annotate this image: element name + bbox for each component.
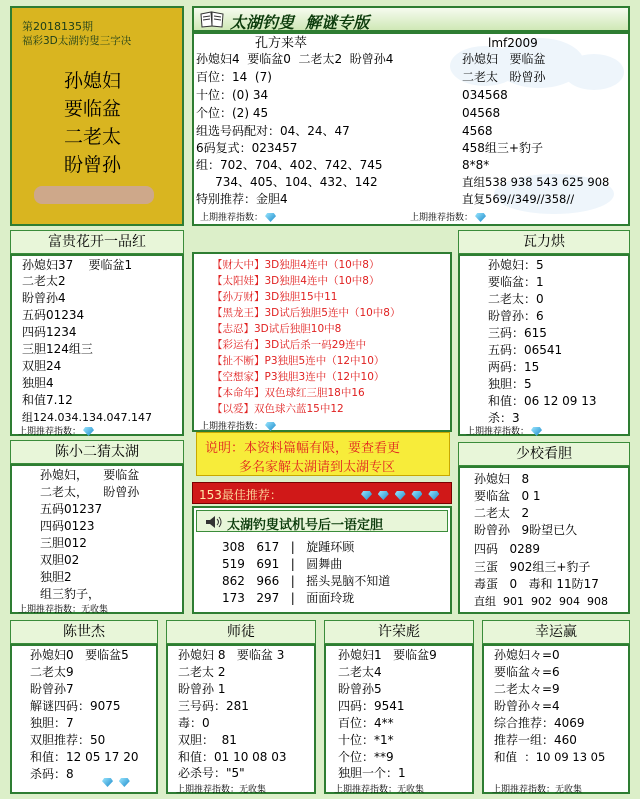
records-footer	[200, 419, 276, 432]
xurongbiao-line: 四码：9541	[338, 699, 405, 713]
fuguihua-line: 双胆24	[22, 359, 62, 373]
chenxiao-line: 独胆2	[40, 570, 72, 584]
diamond-icon	[475, 213, 486, 222]
riddle-line-1: 孙媳妇	[64, 70, 122, 92]
trial-num-a: 862	[222, 574, 245, 588]
chenshijie-line: 孙媳妇0 要临盆5	[30, 648, 129, 662]
trial-num-b: 691	[256, 557, 280, 571]
fuguihua-footer	[18, 424, 94, 437]
top-left-line: 十位：(0) 34	[196, 88, 269, 102]
trial-num-b: 617	[256, 540, 280, 554]
record-name: 【黑龙王】	[212, 307, 265, 319]
blurred-watermark	[34, 186, 154, 204]
chenshijie-line: 独胆：7	[30, 716, 74, 730]
wali-line: 孙媳妇：5	[488, 258, 544, 272]
top-right-line: 二老太 盼曾孙	[462, 70, 546, 84]
trial-phrase: 圆舞曲	[306, 557, 343, 571]
record-name: 【财大中】	[212, 259, 265, 271]
record-text: 3D试后独胆10中8	[254, 323, 342, 335]
top-right-line: 直组538 938 543 625 908	[462, 175, 610, 189]
top-right-line: 直复569//349//358//	[462, 192, 575, 206]
record-text: 3D独胆4连中（10中8）	[264, 259, 380, 271]
diamond-icon	[428, 491, 439, 500]
xingyunying-header: 幸运赢	[482, 620, 630, 644]
footer-label: 上期推荐指数：	[410, 213, 474, 223]
trial-row: 308 617 | 旋踵环顾	[222, 540, 355, 554]
diamond-icon	[531, 427, 542, 436]
xurongbiao-header: 许荣彪	[324, 620, 474, 644]
shaoxiao-line: 三蛋 902组三+豹子	[474, 560, 591, 574]
chenxiao-line: 双胆02	[40, 553, 80, 567]
cloud-decoration	[564, 54, 624, 90]
xurongbiao-line: 百位：4**	[338, 716, 394, 730]
trial-num-a: 519	[222, 557, 245, 571]
xingyunying-footer: 上期推荐指数：无收集	[492, 785, 583, 795]
trial-row: 173 297 | 面面玲珑	[222, 591, 355, 605]
record-text: 3D试后杀一码29连中	[264, 339, 367, 351]
top-left-footer	[200, 210, 276, 223]
notice-line-1: 说明：本资料篇幅有限，要查看更	[205, 441, 401, 456]
chenshijie-header: 陈世杰	[10, 620, 158, 644]
trial-phrase: 面面玲珑	[306, 591, 355, 605]
shitu-line: 必杀号："5"	[178, 766, 245, 780]
diamond-icon	[378, 491, 389, 500]
diamond-icon	[395, 491, 406, 500]
shaoxiao-header: 少校看胆	[458, 442, 630, 466]
diamond-icon	[411, 491, 422, 500]
shitu-line: 三号码：281	[178, 699, 249, 713]
notice-box	[196, 432, 450, 476]
record-text: 3D试后独胆5连中（10中8）	[264, 307, 401, 319]
top-left-name: 孔方来萃	[255, 36, 308, 51]
fuguihua-line: 二老太2	[22, 274, 66, 288]
record-text: 双色球六蓝15中12	[254, 403, 344, 415]
fuguihua-line: 独胆4	[22, 376, 54, 390]
riddle-line-2: 要临盆	[64, 98, 122, 120]
wali-line: 独胆：5	[488, 377, 532, 391]
top-left-line: 组选号码配对：04、24、47	[196, 124, 350, 138]
xurongbiao-line: 孙媳妇1 要临盆9	[338, 648, 437, 662]
xurongbiao-line: 二老太4	[338, 665, 382, 679]
best-bar	[192, 482, 452, 504]
trial-num-b: 966	[256, 574, 280, 588]
footer-label: 上期推荐指数：	[200, 422, 264, 432]
notice-line-2: 多名家解太湖请到太湖专区	[239, 460, 396, 475]
trial-title: 太湖钓叟试机号后一语定胆	[227, 518, 384, 533]
trial-num-a: 308	[222, 540, 245, 554]
wali-line: 三码：615	[488, 326, 547, 340]
trial-phrase: 旋踵环顾	[306, 540, 355, 554]
gem-row	[359, 488, 439, 502]
record-item	[212, 322, 341, 336]
record-item	[212, 290, 338, 304]
speaker-icon	[205, 515, 223, 532]
record-name: 【扯不断】	[212, 355, 265, 367]
top-left-line: 特别推荐：金胆4	[196, 192, 288, 206]
trial-row: 519 691 | 圆舞曲	[222, 557, 343, 571]
chenxiao-line: 五码01237	[40, 502, 103, 516]
chenshijie-line: 二老太9	[30, 665, 74, 679]
chenxiao-line: 组三豹子，	[40, 587, 101, 601]
fuguihua-header: 富贵花开一品红	[10, 230, 184, 254]
footer-label: 上期推荐指数：	[200, 213, 264, 223]
wali-line: 五码：06541	[488, 343, 563, 357]
fuguihua-line: 三胆124组三	[22, 342, 93, 356]
shaoxiao-line: 孙媳妇 8	[474, 472, 530, 486]
title-card-subtitle: 福彩3D太湖钓叟三字决	[22, 35, 132, 47]
wali-footer	[466, 424, 542, 437]
fuguihua-line: 盼曾孙4	[22, 291, 66, 305]
chenxiao-header: 陈小二猜太湖	[10, 440, 184, 464]
xingyunying-line: 二老太々=9	[494, 682, 560, 696]
record-name: 【以爱】	[212, 403, 254, 415]
xurongbiao-line: 十位：*1*	[338, 733, 394, 747]
top-right-line: 04568	[462, 106, 501, 120]
top-right-footer	[410, 210, 486, 223]
top-right-line: 034568	[462, 88, 508, 102]
chenxiao-footer: 上期推荐指数：无收集	[18, 605, 109, 615]
xingyunying-line: 综合推荐：4069	[494, 716, 585, 730]
shitu-line: 盼曾孙 1	[178, 682, 226, 696]
chenshijie-line: 解谜四码：9075	[30, 699, 121, 713]
shaoxiao-line: 四码 0289	[474, 542, 540, 556]
record-item	[212, 370, 384, 384]
shitu-line: 孙媳妇 8 要临盆 3	[178, 648, 285, 662]
top-right-name: lmf2009	[488, 36, 538, 50]
shaoxiao-line: 盼曾孙 9盼望已久	[474, 523, 578, 537]
chenshijie-line: 双胆推荐：50	[30, 733, 106, 747]
book-icon	[200, 11, 224, 28]
xingyunying-line: 推荐一组：460	[494, 733, 577, 747]
footer-label: 上期推荐指数：	[18, 427, 82, 437]
shitu-footer: 上期推荐指数：无收集	[176, 785, 267, 795]
gem-row	[100, 775, 130, 789]
wali-line: 和值：06 12 09 13	[488, 394, 597, 408]
record-item	[212, 402, 344, 416]
wali-line: 二老太：0	[488, 292, 544, 306]
top-left-line: 6码复式：023457	[196, 141, 298, 155]
record-item	[212, 274, 380, 288]
wali-line: 两码：15	[488, 360, 540, 374]
diamond-icon	[119, 778, 130, 787]
shaoxiao-line: 直组 901 902 904 908	[474, 595, 608, 608]
chenxiao-line: 三胆012	[40, 536, 87, 550]
record-name: 【孙万财】	[212, 291, 265, 303]
shaoxiao-line: 要临盆 0 1	[474, 489, 541, 503]
record-name: 【太阳娃】	[212, 275, 265, 287]
record-text: 3D独胆15中11	[264, 291, 338, 303]
diamond-icon	[102, 778, 113, 787]
wali-header: 瓦力烘	[458, 230, 630, 254]
shaoxiao-line: 二老太 2	[474, 506, 530, 520]
diamond-icon	[83, 427, 94, 436]
xingyunying-line: 和值 ：10 09 13 05	[494, 750, 606, 764]
xurongbiao-line: 盼曾孙5	[338, 682, 382, 696]
record-item	[212, 338, 366, 352]
xingyunying-line: 要临盆々=6	[494, 665, 560, 679]
record-item	[212, 354, 384, 368]
footer-label: 上期推荐指数：	[466, 427, 530, 437]
trial-header	[196, 510, 448, 532]
record-text: P3独胆3连中（12中10）	[264, 371, 385, 383]
chenxiao-line: 孙媳妇， 要临盆	[40, 468, 140, 482]
chenshijie-line: 杀码：8	[30, 767, 74, 781]
fuguihua-line: 和值7.12	[22, 393, 73, 407]
fuguihua-line: 五码01234	[22, 308, 85, 322]
chenxiao-line: 二老太， 盼曾孙	[40, 485, 140, 499]
trial-phrase: 摇头晃脑不知道	[306, 574, 391, 588]
shitu-header: 师徒	[166, 620, 316, 644]
title-card	[10, 6, 184, 226]
shitu-line: 双胆： 81	[178, 733, 237, 747]
record-text: 3D独胆4连中（10中8）	[264, 275, 380, 287]
diamond-icon	[361, 491, 372, 500]
xingyunying-line: 孙媳妇々=0	[494, 648, 560, 662]
banner-title: 太湖钓叟 解谜专版	[230, 13, 370, 32]
xurongbiao-line: 独胆一个：1	[338, 766, 406, 780]
top-right-line: 4568	[462, 124, 493, 138]
shitu-line: 二老太 2	[178, 665, 226, 679]
top-left-line: 734、405、104、432、142	[196, 175, 378, 189]
chenshijie-line: 和值：12 05 17 20	[30, 750, 139, 764]
record-text: P3独胆5连中（12中10）	[264, 355, 385, 367]
shitu-line: 毒：0	[178, 716, 210, 730]
riddle-line-3: 二老太	[64, 126, 122, 148]
diamond-icon	[265, 213, 276, 222]
top-left-line: 孙媳妇4 要临盆0 二老太2 盼曾孙4	[196, 52, 394, 66]
xurongbiao-line: 个位：**9	[338, 750, 394, 764]
top-right-line: 458组三+豹子	[462, 141, 543, 155]
best-label: 153最佳推荐：	[199, 488, 282, 502]
issue-label: 第2018135期	[22, 20, 93, 33]
fuguihua-line: 孙媳妇37 要临盆1	[22, 258, 133, 272]
wali-line: 盼曾孙：6	[488, 309, 544, 323]
chenshijie-line: 盼曾孙7	[30, 682, 74, 696]
record-name: 【空想家】	[212, 371, 265, 383]
top-right-line: 孙媳妇 要临盆	[462, 52, 546, 66]
record-text: 双色球红三胆18中16	[264, 387, 365, 399]
top-left-line: 百位：14 (7)	[196, 70, 272, 84]
record-name: 【本命年】	[212, 387, 265, 399]
chenxiao-line: 四码0123	[40, 519, 95, 533]
wali-line: 要临盆：1	[488, 275, 544, 289]
top-left-line: 组：702、704、402、742、745	[196, 158, 383, 172]
diamond-icon	[265, 422, 276, 431]
xingyunying-line: 盼曾孙々=4	[494, 699, 560, 713]
record-item	[212, 306, 401, 320]
riddle-line-4: 盼曾孙	[64, 154, 122, 176]
xurongbiao-footer: 上期推荐指数：无收集	[334, 785, 425, 795]
top-right-line: 8*8*	[462, 158, 490, 172]
top-left-line: 个位：(2) 45	[196, 106, 269, 120]
banner	[192, 6, 630, 32]
shitu-line: 和值：01 10 08 03	[178, 750, 287, 764]
shaoxiao-line: 毒蛋 0 毒和 11防17	[474, 577, 599, 591]
fuguihua-line: 四码1234	[22, 325, 77, 339]
trial-num-b: 297	[256, 591, 280, 605]
trial-row: 862 966 | 摇头晃脑不知道	[222, 574, 391, 588]
record-item	[212, 258, 380, 272]
fuguihua-line: 组124.034.134.047.147	[22, 411, 152, 424]
trial-num-a: 173	[222, 591, 245, 605]
wali-line: 杀：3	[488, 411, 520, 425]
record-name: 【彩运有】	[212, 339, 265, 351]
record-name: 【志忍】	[212, 323, 254, 335]
record-item	[212, 386, 365, 400]
